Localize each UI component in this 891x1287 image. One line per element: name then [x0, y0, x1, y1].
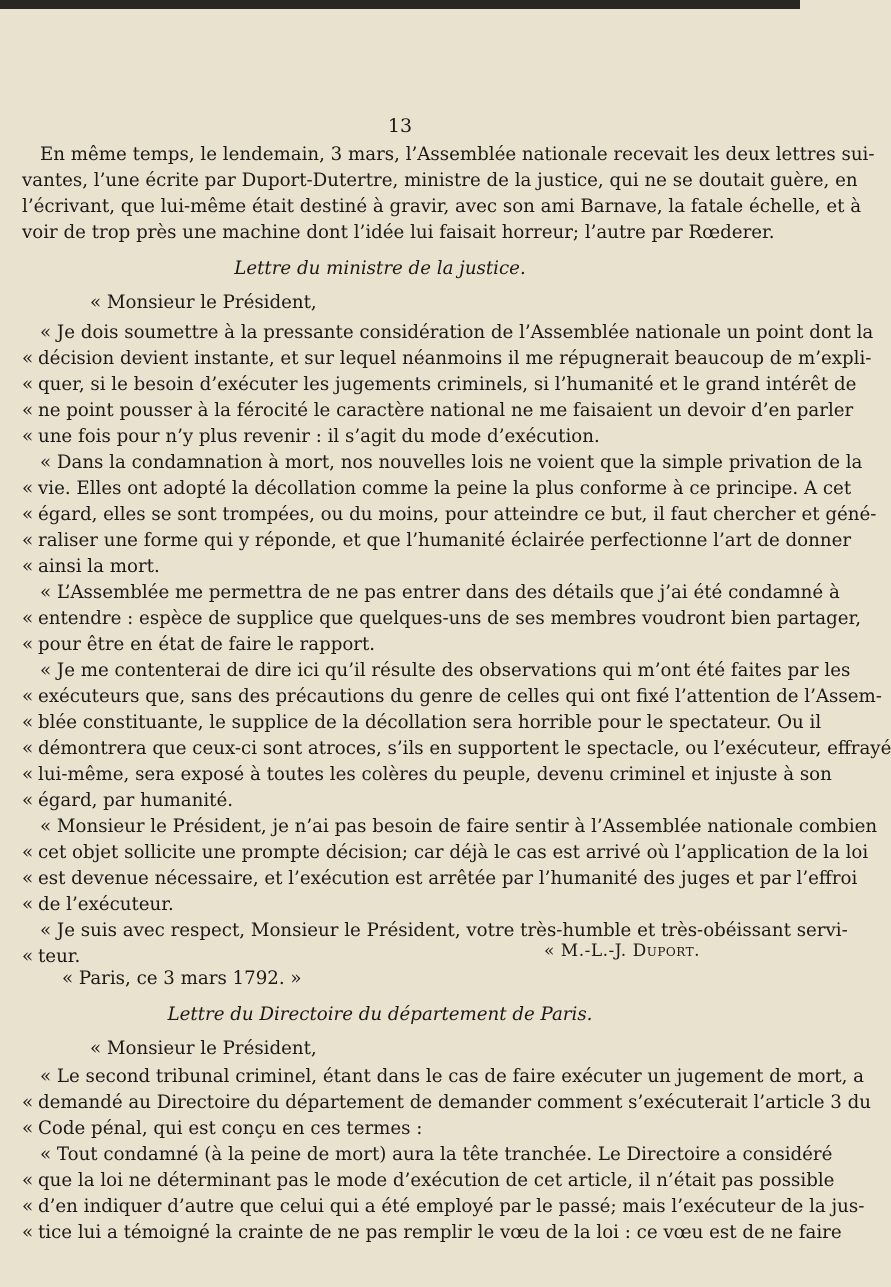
quote-mark: «	[22, 946, 34, 967]
line-text: cet objet sollicite une prompte décision; car déjà le cas est arrivé où l’application de la loi	[38, 842, 869, 863]
text-line: « Tout condamné (à la peine de mort) aura la tête tranchée. Le Directoire a considéré	[40, 1144, 833, 1165]
quote-mark: «	[22, 712, 34, 733]
quote-mark: «	[22, 686, 34, 707]
quoted-line	[22, 528, 852, 554]
text-line: « Le second tribunal criminel, étant dans le cas de faire exécuter un jugement de mort, a	[40, 1066, 865, 1087]
text-line: « Je dois soumettre à la pressante considération de l’Assemblée nationale un point dont la	[40, 322, 874, 343]
quoted-line	[22, 502, 877, 528]
quoted-line	[22, 1116, 738, 1142]
line-text: égard, par humanité.	[38, 790, 234, 811]
page-number: 13	[387, 115, 413, 137]
quote-mark: «	[22, 400, 34, 421]
quote-mark: «	[22, 738, 34, 759]
line-text: que la loi ne déterminant pas le mode d’exécution de cet article, il n’était pas possible	[38, 1170, 835, 1191]
quote-mark: «	[22, 634, 34, 655]
salutation: « Monsieur le Président,	[90, 292, 317, 313]
line-text: demandé au Directoire du département de demander comment s’exécuterait l’article 3 du	[38, 1092, 872, 1113]
line-text: quer, si le besoin d’exécuter les jugements criminels, si l’humanité et le grand intérêt de	[38, 374, 857, 395]
quote-mark: «	[22, 894, 34, 915]
quoted-line	[22, 1168, 835, 1194]
quote-mark: «	[22, 1196, 34, 1217]
text-line: « Monsieur le Président, je n’ai pas besoin de faire sentir à l’Assemblée nationale combien	[40, 816, 878, 837]
quote-mark: «	[22, 1118, 34, 1139]
quoted-line	[22, 710, 822, 736]
quoted-line	[22, 606, 861, 632]
line-text: pour être en état de faire le rapport.	[38, 634, 376, 655]
quote-mark: «	[22, 426, 34, 447]
line-text: ne point pousser à la férocité le caractère national ne me faisaient un devoir d’en parler	[38, 400, 854, 421]
quoted-line	[22, 736, 891, 762]
line-text: teur.	[38, 946, 81, 967]
text-line: vantes, l’une écrite par Duport-Dutertre, ministre de la justice, qui ne se doutait guère, en	[22, 170, 858, 191]
line-text: une fois pour n’y plus revenir : il s’agit du mode d’exécution.	[38, 426, 600, 447]
line-text: lui-même, sera exposé à toutes les colères du peuple, devenu criminel et injuste à son	[38, 764, 832, 785]
dateline: « Paris, ce 3 mars 1792. »	[62, 968, 302, 989]
quoted-line	[22, 684, 882, 710]
line-text: blée constituante, le supplice de la décollation sera horrible pour le spectateur. Ou il	[38, 712, 822, 733]
text-line: En même temps, le lendemain, 3 mars, l’Assemblée nationale recevait les deux lettres sui-	[40, 144, 875, 165]
quoted-line	[22, 892, 738, 918]
line-text: ainsi la mort.	[38, 556, 160, 577]
quote-mark: «	[22, 868, 34, 889]
line-text: vie. Elles ont adopté la décollation comme la peine la plus conforme à ce principe. A cet	[38, 478, 852, 499]
quoted-line	[22, 762, 832, 788]
line-text: décision devient instante, et sur lequel néanmoins il me répugnerait beaucoup de m’expli-	[38, 348, 872, 369]
line-text: entendre : espèce de supplice que quelques-uns de ses membres voudront bien partager,	[38, 608, 861, 629]
quote-mark: «	[22, 374, 34, 395]
section-heading: Lettre du Directoire du département de Paris.	[167, 1004, 593, 1025]
quote-mark: «	[22, 1222, 34, 1243]
quoted-line	[22, 632, 738, 658]
salutation: « Monsieur le Président,	[90, 1038, 317, 1059]
quote-mark: «	[22, 556, 34, 577]
quote-mark: «	[22, 764, 34, 785]
quoted-line	[22, 1220, 842, 1246]
quote-mark: «	[22, 790, 34, 811]
quoted-line	[22, 476, 852, 502]
line-text: exécuteurs que, sans des précautions du genre de celles qui ont fixé l’attention de l’Assem-	[38, 686, 882, 707]
line-text: est devenue nécessaire, et l’exécution est arrêtée par l’humanité des juges et par l’effroi	[38, 868, 858, 889]
quoted-line	[22, 866, 858, 892]
line-text: égard, elles se sont trompées, ou du moins, pour atteindre ce but, il faut chercher et géné-	[38, 504, 877, 525]
text-line: « Dans la condamnation à mort, nos nouvelles lois ne voient que la simple privation de la	[40, 452, 863, 473]
quote-mark: «	[22, 504, 34, 525]
quote-mark: «	[22, 608, 34, 629]
quote-mark: «	[22, 1170, 34, 1191]
quote-mark: «	[22, 842, 34, 863]
text-line: « Je suis avec respect, Monsieur le Président, votre très-humble et très-obéissant servi-	[40, 920, 848, 941]
line-text: Code pénal, qui est conçu en ces termes :	[38, 1118, 423, 1139]
line-text: démontrera que ceux-ci sont atroces, s’ils en supportent le spectacle, ou l’exécuteur, effrayé	[38, 738, 891, 759]
line-text: tice lui a témoigné la crainte de ne pas remplir le vœu de la loi : ce vœu est de ne faire	[38, 1222, 842, 1243]
line-text: raliser une forme qui y réponde, et que l’humanité éclairée perfectionne l’art de donner	[38, 530, 852, 551]
line-text: d’en indiquer d’autre que celui qui a été employé par le passé; mais l’exécuteur de la jus-	[38, 1196, 865, 1217]
quoted-line	[22, 372, 857, 398]
text-line: l’écrivant, que lui-même était destiné à gravir, avec son ami Barnave, la fatale échelle, et à	[22, 196, 862, 217]
quoted-line	[22, 346, 872, 372]
quoted-line	[22, 1090, 872, 1116]
quoted-line	[22, 1194, 865, 1220]
text-line: voir de trop près une machine dont l’idée lui faisait horreur; l’autre par Rœderer.	[22, 222, 775, 243]
quoted-line	[22, 398, 854, 424]
line-text: de l’exécuteur.	[38, 894, 174, 915]
quoted-line	[22, 788, 738, 814]
signature: « M.-L.-J. Duport.	[544, 941, 700, 961]
section-heading: Lettre du ministre de la justice.	[234, 258, 526, 279]
quote-mark: «	[22, 478, 34, 499]
text-line: « L’Assemblée me permettra de ne pas entrer dans des détails que j’ai été condamné à	[40, 582, 840, 603]
quote-mark: «	[22, 530, 34, 551]
text-line: « Je me contenterai de dire ici qu’il résulte des observations qui m’ont été faites par les	[40, 660, 851, 681]
quoted-line	[22, 424, 738, 450]
quoted-line	[22, 840, 869, 866]
quote-mark: «	[22, 1092, 34, 1113]
quote-mark: «	[22, 348, 34, 369]
quoted-line	[22, 554, 738, 580]
